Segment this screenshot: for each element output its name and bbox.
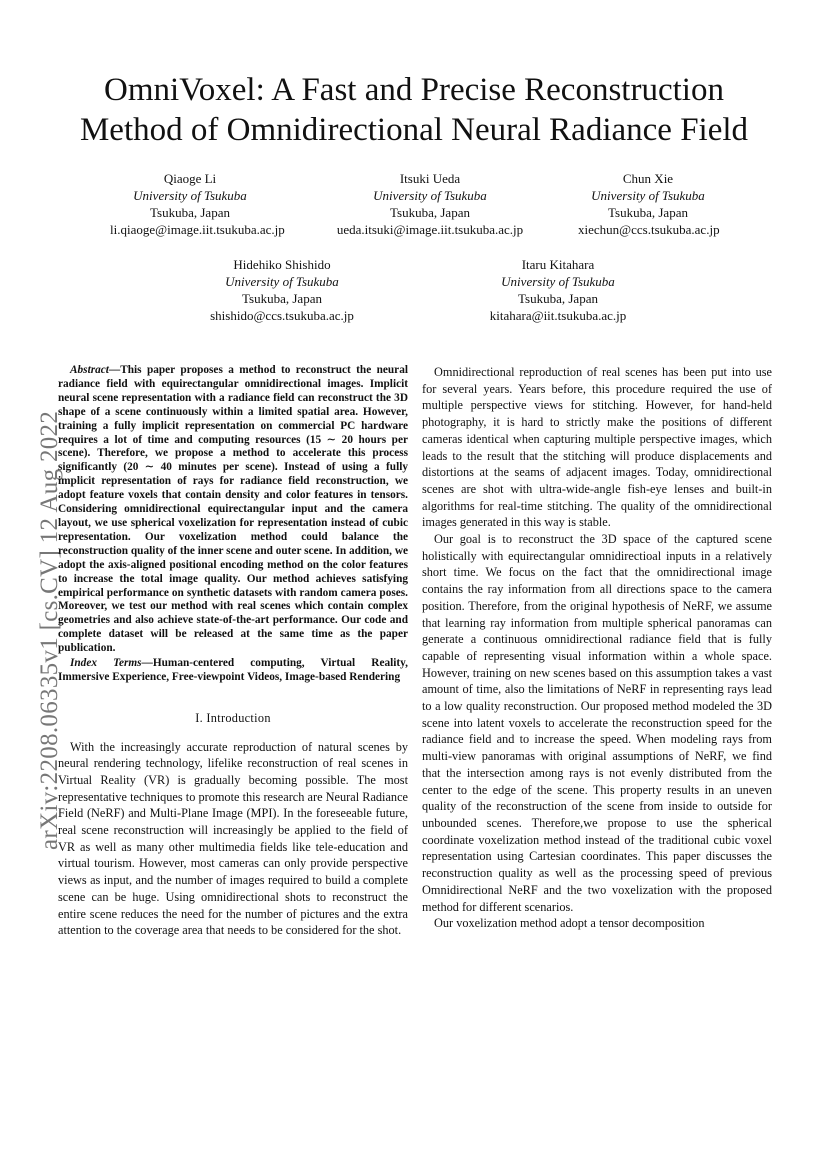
author-block xyxy=(110,170,285,238)
abstract-text: —This paper proposes a method to reconstruct the neural radiance field with equirectangular omnidirectional images. Implicit neural scene representation with a radiance field can reconstruct the 3D shape of a scene continuously within a limited spatial area. However, training a fully implicit representation on commercial PC hardware requires a lot of time and computing resources (15 ∼ 20 hours per scene). Therefore, we propose a method to accelerate this process significantly (20 ∼ 40 minutes per scene). Instead of using a fully implicit representation of rays for radiance field reconstruction, we adopt feature voxels that contain density and color features in tensors. Considering omnidirectional equirectangular input and the camera layout, we use spherical voxelization for representation instead of cubic representation. Our voxelization method could balance the reconstruction quality of the inner scene and outer scene. In addition, we adopt the axis-aligned positional encoding method on the color features to increase the total image quality. Our method achieves satisfying empirical performance on synthetic datasets with random camera poses. Moreover, we test our method with real scenes which contain complex geometries and also achieve state-of-the-art performance. Our code and complete dataset will be released at the same time as the paper publication. xyxy=(58,364,408,655)
body-paragraph: Our voxelization method adopt a tensor decomposition xyxy=(434,916,705,931)
author-block xyxy=(192,256,372,324)
right-column xyxy=(422,364,772,932)
author-affiliation: University of Tsukuba xyxy=(225,274,339,289)
author-name: Itsuki Ueda xyxy=(399,171,461,186)
author-block xyxy=(478,256,638,324)
author-affiliation: University of Tsukuba xyxy=(591,188,705,203)
author-location: Tsukuba, Japan xyxy=(150,205,230,220)
index-terms xyxy=(58,657,408,685)
author-affiliation: University of Tsukuba xyxy=(373,188,487,203)
author-location: Tsukuba, Japan xyxy=(518,291,598,306)
author-name: Hidehiko Shishido xyxy=(233,257,331,272)
section-title: I. Introduction xyxy=(195,710,271,725)
index-terms-lead: Index Terms xyxy=(70,657,142,670)
author-name: Itaru Kitahara xyxy=(521,257,595,272)
author-affiliation: University of Tsukuba xyxy=(133,188,247,203)
author-location: Tsukuba, Japan xyxy=(608,205,688,220)
author-location: Tsukuba, Japan xyxy=(242,291,322,306)
title-line: Method of Omnidirectional Neural Radiance Field xyxy=(79,112,749,148)
author-block xyxy=(330,170,530,238)
arxiv-identifier: arXiv:2208.06335v1 [cs.CV] 12 Aug 2022 xyxy=(36,410,63,850)
author-email: kitahara@iit.tsukuba.ac.jp xyxy=(489,308,627,323)
author-affiliation: University of Tsukuba xyxy=(501,274,615,289)
index-terms-text: —Human-centered computing, Virtual Reality, Immersive Experience, Free-viewpoint Videos, Image-based Rendering xyxy=(58,657,408,683)
author-email: shishido@ccs.tsukuba.ac.jp xyxy=(210,308,354,323)
author-name: Qiaoge Li xyxy=(163,171,217,186)
abstract-lead: Abstract xyxy=(70,364,109,376)
body-paragraph: With the increasingly accurate reproduction of natural scenes by neural rendering technology, lifelike reconstruction of real scenes in Virtual Reality (VR) is gradually becoming possible. The most representative techniques to promote this research are Neural Radiance Field (NeRF) and Multi-Plane Image (MPI). In the foreseeable future, real scene reconstruction will increasingly be applied to the field of VR as well as many other multimedia fields like tele-education and virtual tourism. However, most cameras can only provide perspective views as input, and the number of images required to build a complete scene can be huge. Using omnidirectional shots to reconstruct the entire scene reduces the need for the number of pictures and the extra attention to the coverage area that needs to be considered for the shot. xyxy=(58,739,408,938)
abstract xyxy=(58,364,408,656)
body-paragraph: Our goal is to reconstruct the 3D space of the captured scene holistically with equirectangular omnidirectioal inputs in a relatively short time. We focus on the fact that the omnidirectional image contains the ray information from all directions space to the camera position. Therefore, from the original hypothesis of NeRF, we assume that learning ray information from multiple spherical panoramas can generate a continuous omnidirectional radiance field that is fully capable of representing visual information within a whole space. However, training on new scenes based on this assumption takes a vast amount of time, also the limitations of NeRF in representing rays lead to a low quality reconstruction. Our proposed method modeled the 3D scene into latent voxels to accelerate the reconstruction speed for the radiance field and to increase the speed. When modeling rays from multi-view panoramas with original assumptions of NeRF, we find that the intersection among rays is not evenly distributed from the center to the edge of the scene. This property results in an uneven quality of the reconstruction of the scene from inside to outside for unbounded scenes. Therefore,we propose to use the spherical coordinate voxelization method instead of the traditional cubic voxel representation using Cartesian coordinates. This paper discusses the reconstruction quality as well as the processing speed of previous Omnidirectional NeRF and the two voxelization with the proposed method for different scenarios. xyxy=(422,532,772,914)
author-email: xiechun@ccs.tsukuba.ac.jp xyxy=(578,222,720,237)
paper-title xyxy=(40,70,788,150)
author-block xyxy=(578,170,718,238)
body-paragraph: Omnidirectional reproduction of real scenes has been put into use for several years. Years before, this procedure required the use of multiple perspective views for stitching. However, for hand-held photography, it is hard to strictly make the positions of different cameras identical when capturing multiple perspective images, which leads to the result that the stitching will produce displacements and distortions at the seams of adjacent images. Today, omnidirectional scenes are shot with ultra-wide-angle fish-eye lenses and built-in algorithms for real-time stitching. The quality of the omnidirectional images generated in this way is stable. xyxy=(422,365,772,530)
author-location: Tsukuba, Japan xyxy=(390,205,470,220)
author-email: li.qiaoge@image.iit.tsukuba.ac.jp xyxy=(110,222,285,237)
left-column xyxy=(58,364,408,939)
title-line: OmniVoxel: A Fast and Precise Reconstruction xyxy=(104,72,724,108)
author-name: Chun Xie xyxy=(622,171,674,186)
author-email: ueda.itsuki@image.iit.tsukuba.ac.jp xyxy=(336,222,524,237)
